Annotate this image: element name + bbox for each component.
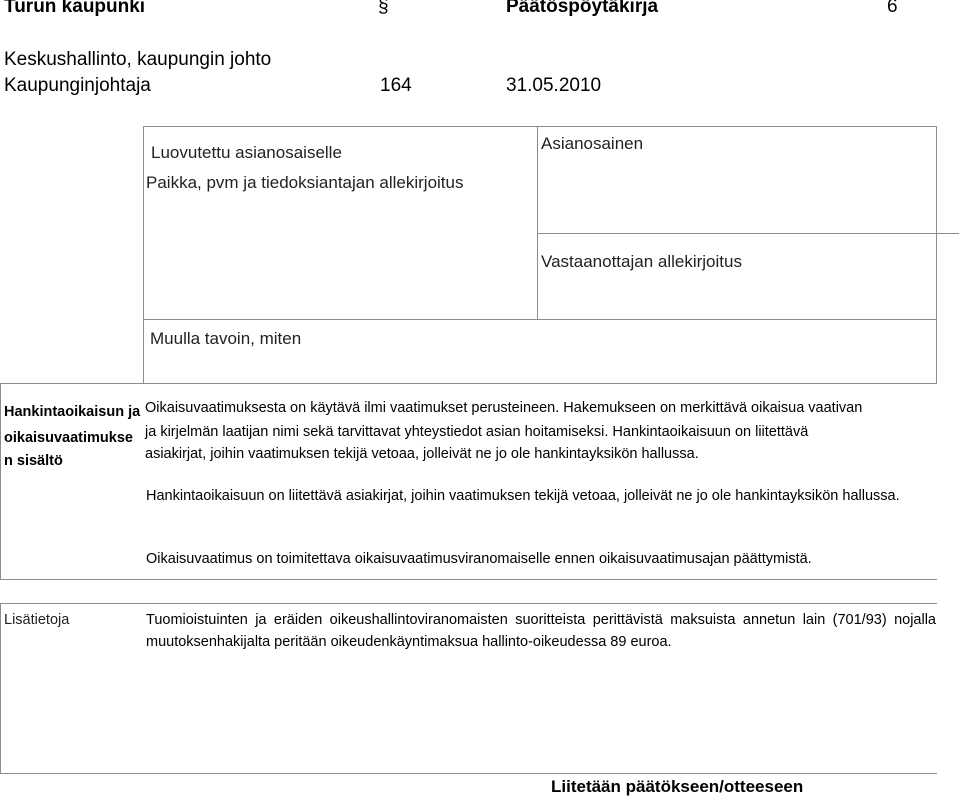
attachment-note: Liitetään päätökseen/otteeseen bbox=[551, 777, 804, 796]
claim-text-line-3: asiakirjat, joihin vaatimuksen tekijä vetoaa, jolleivät ne jo ole hankintayksikön hallussa. bbox=[145, 446, 699, 462]
additional-info-text: Tuomioistuinten ja eräiden oikeushallintoviranomaisten suoritteista perittävistä maksuista annetun lain (701/93) nojalla muutoksenhakijalta peritään oikeudenkäyntimaksua hallinto-oikeudessa 89 euroa. bbox=[146, 612, 936, 650]
table-divider-other bbox=[143, 319, 937, 320]
place-date-signature-label: Paikka, pvm ja tiedoksiantajan allekirjoitus bbox=[146, 173, 464, 192]
section-number: 164 bbox=[380, 75, 412, 96]
organization-name: Turun kaupunki bbox=[4, 0, 146, 17]
table-divider-vertical bbox=[537, 126, 538, 320]
claim-paragraph-2: Hankintaoikaisuun on liitettävä asiakirjat, joihin vaatimuksen tekijä vetoaa, jolleivät ne jo ole hankintayksikön hallussa. bbox=[146, 488, 900, 504]
decision-date: 31.05.2010 bbox=[506, 75, 602, 96]
delivered-label: Luovutettu asianosaiselle bbox=[151, 143, 342, 162]
claim-text-line-2: ja kirjelmän laatijan nimi sekä tarvittavat yhteystiedot asian hoitamiseksi. Hankintaoikaisuun on liitettävä bbox=[145, 424, 809, 440]
document-type: Päätöspöytäkirja bbox=[506, 0, 659, 17]
claim-label-line-3: n sisältö bbox=[4, 453, 63, 469]
claim-border-bottom bbox=[0, 579, 937, 580]
section-symbol: § bbox=[378, 0, 389, 17]
department: Keskushallinto, kaupungin johto bbox=[4, 49, 272, 70]
page-number: 6 bbox=[887, 0, 898, 17]
table-border-right bbox=[936, 126, 937, 384]
info-border-bottom bbox=[0, 773, 937, 774]
claim-label-line-2: oikaisuvaatimukse bbox=[4, 430, 133, 446]
table-divider-signature bbox=[537, 233, 959, 234]
additional-info-label: Lisätietoja bbox=[4, 612, 70, 628]
info-border-top bbox=[0, 603, 937, 604]
claim-text-line-1: Oikaisuvaatimuksesta on käytävä ilmi vaatimukset perusteineen. Hakemukseen on merkittävä oikaisua vaativan bbox=[145, 400, 863, 416]
claim-paragraph-3: Oikaisuvaatimus on toimitettava oikaisuvaatimusviranomaiselle ennen oikaisuvaatimusajan päättymistä. bbox=[146, 551, 812, 567]
claim-label-line-1: Hankintaoikaisun ja bbox=[4, 404, 141, 420]
recipient-signature-label: Vastaanottajan allekirjoitus bbox=[541, 252, 742, 271]
party-label: Asianosainen bbox=[541, 134, 644, 153]
table-border-top bbox=[143, 126, 937, 127]
claim-border-left bbox=[0, 383, 1, 580]
table-border-left bbox=[143, 126, 144, 384]
other-way-label: Muulla tavoin, miten bbox=[150, 329, 302, 348]
info-border-left bbox=[0, 603, 1, 774]
decision-maker: Kaupunginjohtaja bbox=[4, 75, 151, 96]
table-border-bottom bbox=[0, 383, 937, 384]
